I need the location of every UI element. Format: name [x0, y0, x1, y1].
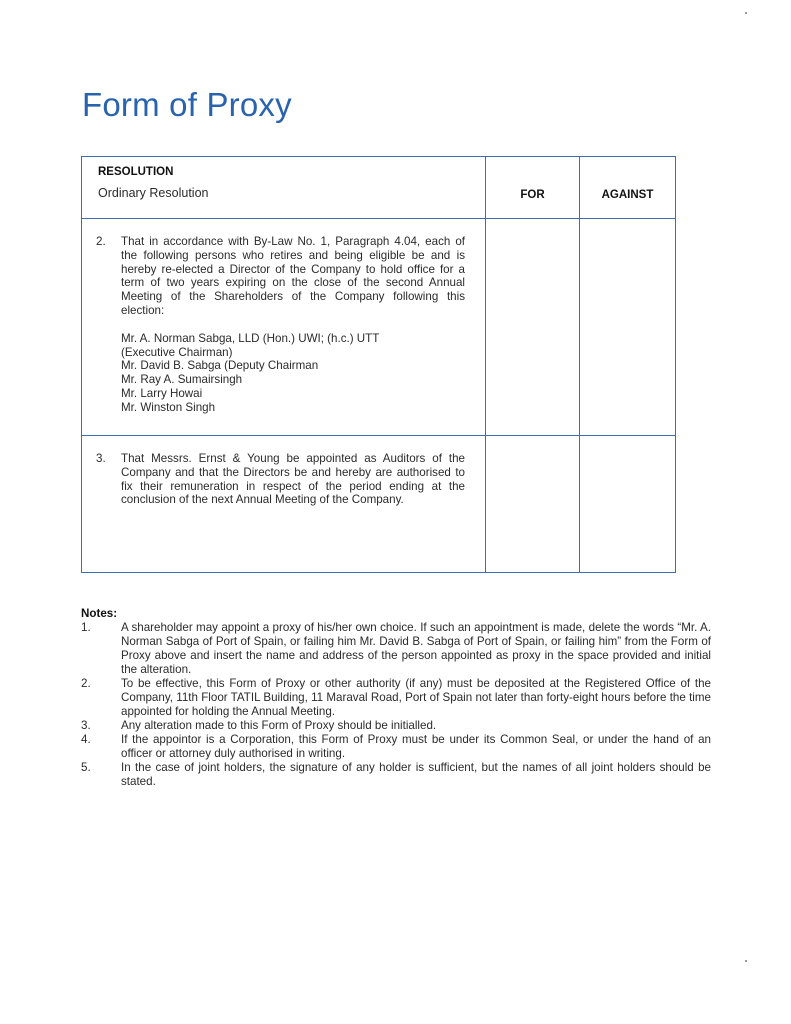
note-text: In the case of joint holders, the signature of any holder is sufficient, but the names of all joint holders should be stated.	[121, 761, 711, 788]
resolution-label: RESOLUTION	[98, 166, 174, 178]
note-text: A shareholder may appoint a proxy of his/her own choice. If such an appointment is made, delete the words “Mr. A. Norman Sabga of Port of Spain, or failing him Mr. David B. Sabga of Port of Spain, or failing him” from the Form of Proxy above and insert the name and address of the person appointed as proxy in the space provided and initial the alteration.	[121, 621, 711, 676]
table-header-row	[82, 157, 676, 219]
for-vote-cell[interactable]	[486, 436, 580, 573]
resolution-text: That Messrs. Ernst & Young be appointed as Auditors of the Company and that the Directors be and hereby are authorised to fix their remuneration in respect of the period ending at the conclusion of the next Annual Meeting of the Company.	[121, 452, 465, 507]
resolution-cell	[82, 219, 486, 436]
for-header: FOR	[486, 157, 580, 219]
notes-heading: Notes:	[81, 607, 118, 620]
note-number: 5.	[81, 761, 91, 774]
note-number: 3.	[81, 719, 91, 732]
resolution-number: 2.	[96, 235, 106, 248]
director-name: Mr. Winston Singh	[121, 400, 216, 414]
director-names-list	[121, 332, 465, 415]
resolution-cell	[82, 436, 486, 573]
resolution-table	[81, 156, 676, 573]
against-vote-cell[interactable]	[580, 219, 676, 436]
note-text: If the appointor is a Corporation, this Form of Proxy must be under its Common Seal, or under the hand of an officer or attorney duly authorised in writing.	[121, 733, 711, 760]
director-name: Mr. Ray A. Sumairsingh	[121, 373, 243, 387]
resolution-type: Ordinary Resolution	[98, 186, 209, 200]
note-item	[81, 761, 711, 789]
note-text: To be effective, this Form of Proxy or other authority (if any) must be deposited at the Registered Office of the Company, 11th Floor TATIL Building, 11 Maraval Road, Port of Spain not later than forty-eight hours before the time appointed for holding the Annual Meeting.	[121, 677, 711, 718]
notes-section	[81, 607, 711, 789]
note-number: 1.	[81, 621, 91, 634]
crop-mark-top	[745, 12, 747, 14]
resolution-text: That in accordance with By-Law No. 1, Paragraph 4.04, each of the following persons who retires and being eligible be and is hereby re-elected a Director of the Company to hold office for a term of two years expiring on the close of the second Annual Meeting of the Shareholders of the Company following this election:	[121, 235, 465, 317]
director-name: Mr. David B. Sabga (Deputy Chairman	[121, 359, 319, 373]
table-row	[82, 436, 676, 573]
resolution-header-cell	[82, 157, 486, 219]
against-header: AGAINST	[580, 157, 676, 219]
director-name: (Executive Chairman)	[121, 345, 233, 359]
note-number: 2.	[81, 677, 91, 690]
director-name: Mr. Larry Howai	[121, 386, 203, 400]
table-row	[82, 219, 676, 436]
note-item	[81, 719, 711, 733]
for-vote-cell[interactable]	[486, 219, 580, 436]
note-item	[81, 621, 711, 677]
director-name: Mr. A. Norman Sabga, LLD (Hon.) UWI; (h.c.) UTT	[121, 331, 380, 345]
note-item	[81, 733, 711, 761]
note-item	[81, 677, 711, 719]
crop-mark-bottom	[745, 960, 747, 962]
resolution-number: 3.	[96, 452, 106, 465]
against-vote-cell[interactable]	[580, 436, 676, 573]
page-title: Form of Proxy	[82, 86, 292, 123]
note-number: 4.	[81, 733, 91, 746]
note-text: Any alteration made to this Form of Proxy should be initialled.	[121, 719, 437, 732]
